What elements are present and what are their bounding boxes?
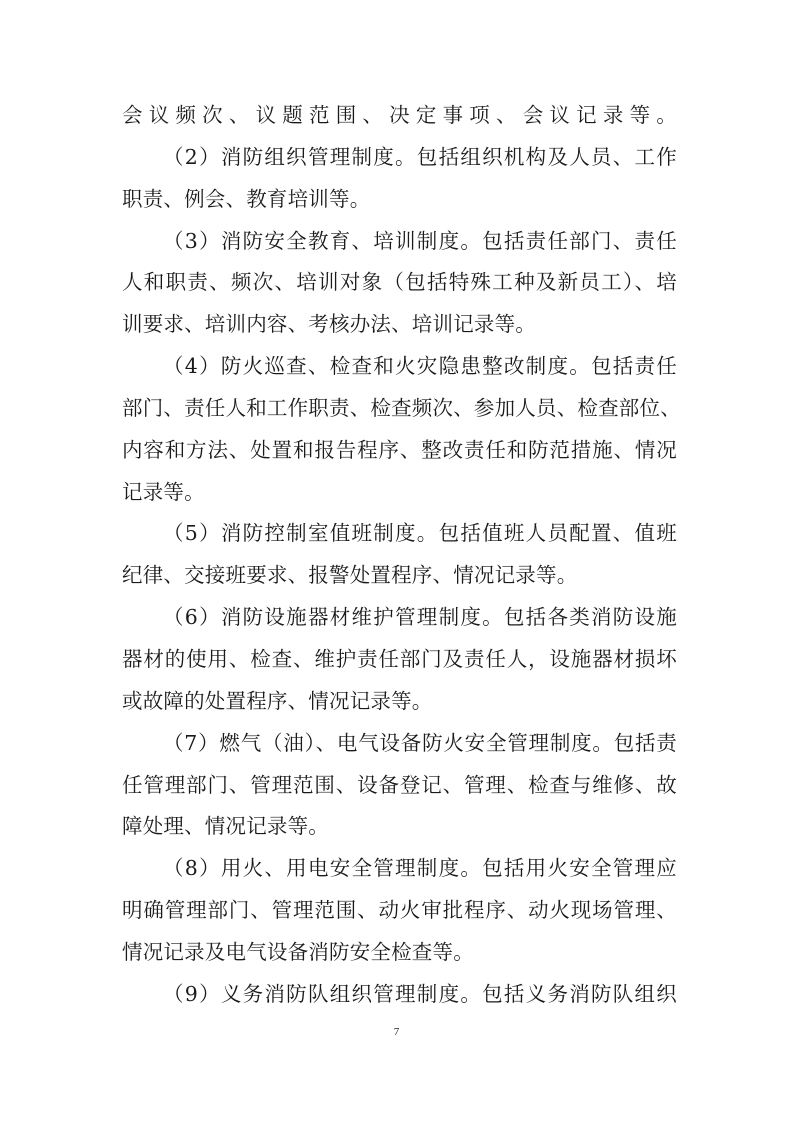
text-line: 器材的使用、检查、维护责任部门及责任人，设施器材损坏 bbox=[122, 646, 677, 671]
text-line: 情况记录及电气设备消防安全检查等。 bbox=[122, 939, 474, 964]
paragraph-3-line: （3）消防安全教育、培训制度。包括责任部门、责任 bbox=[163, 228, 677, 253]
text-line: 职责、例会、教育培训等。 bbox=[122, 186, 371, 211]
text-line: 明确管理部门、管理范围、动火审批程序、动火现场管理、 bbox=[122, 898, 677, 923]
paragraph-6-line: （6）消防设施器材维护管理制度。包括各类消防设施 bbox=[163, 605, 677, 630]
text-line: 会议频次、议题范围、决定事项、会议记录等。 bbox=[122, 103, 677, 127]
text-line: 记录等。 bbox=[122, 479, 205, 504]
paragraph-2-line: （2）消防组织管理制度。包括组织机构及人员、工作 bbox=[163, 144, 677, 169]
paragraph-5-line: （5）消防控制室值班制度。包括值班人员配置、值班 bbox=[163, 521, 677, 546]
paragraph-4-line: （4）防火巡查、检查和火灾隐患整改制度。包括责任 bbox=[163, 354, 677, 379]
text-line: 人和职责、频次、培训对象（包括特殊工种及新员工）、培 bbox=[122, 270, 677, 295]
body-text bbox=[122, 95, 681, 1016]
text-line: 障处理、情况记录等。 bbox=[122, 814, 329, 839]
paragraph-8-line: （8）用火、用电安全管理制度。包括用火安全管理应 bbox=[163, 856, 677, 881]
paragraph-9-line: （9）义务消防队组织管理制度。包括义务消防队组织 bbox=[163, 981, 677, 1006]
text-line: 任管理部门、管理范围、设备登记、管理、检查与维修、故 bbox=[122, 772, 677, 797]
text-line: 部门、责任人和工作职责、检查频次、参加人员、检查部位、 bbox=[122, 395, 681, 420]
paragraph-7-line: （7）燃气（油）、电气设备防火安全管理制度。包括责 bbox=[163, 730, 677, 755]
text-line: 内容和方法、处置和报告程序、整改责任和防范措施、情况 bbox=[122, 437, 677, 462]
page-number: 7 bbox=[393, 1026, 400, 1038]
text-line: 纪律、交接班要求、报警处置程序、情况记录等。 bbox=[122, 563, 578, 588]
text-line: 或故障的处置程序、情况记录等。 bbox=[122, 688, 433, 713]
text-line: 训要求、培训内容、考核办法、培训记录等。 bbox=[122, 312, 536, 337]
